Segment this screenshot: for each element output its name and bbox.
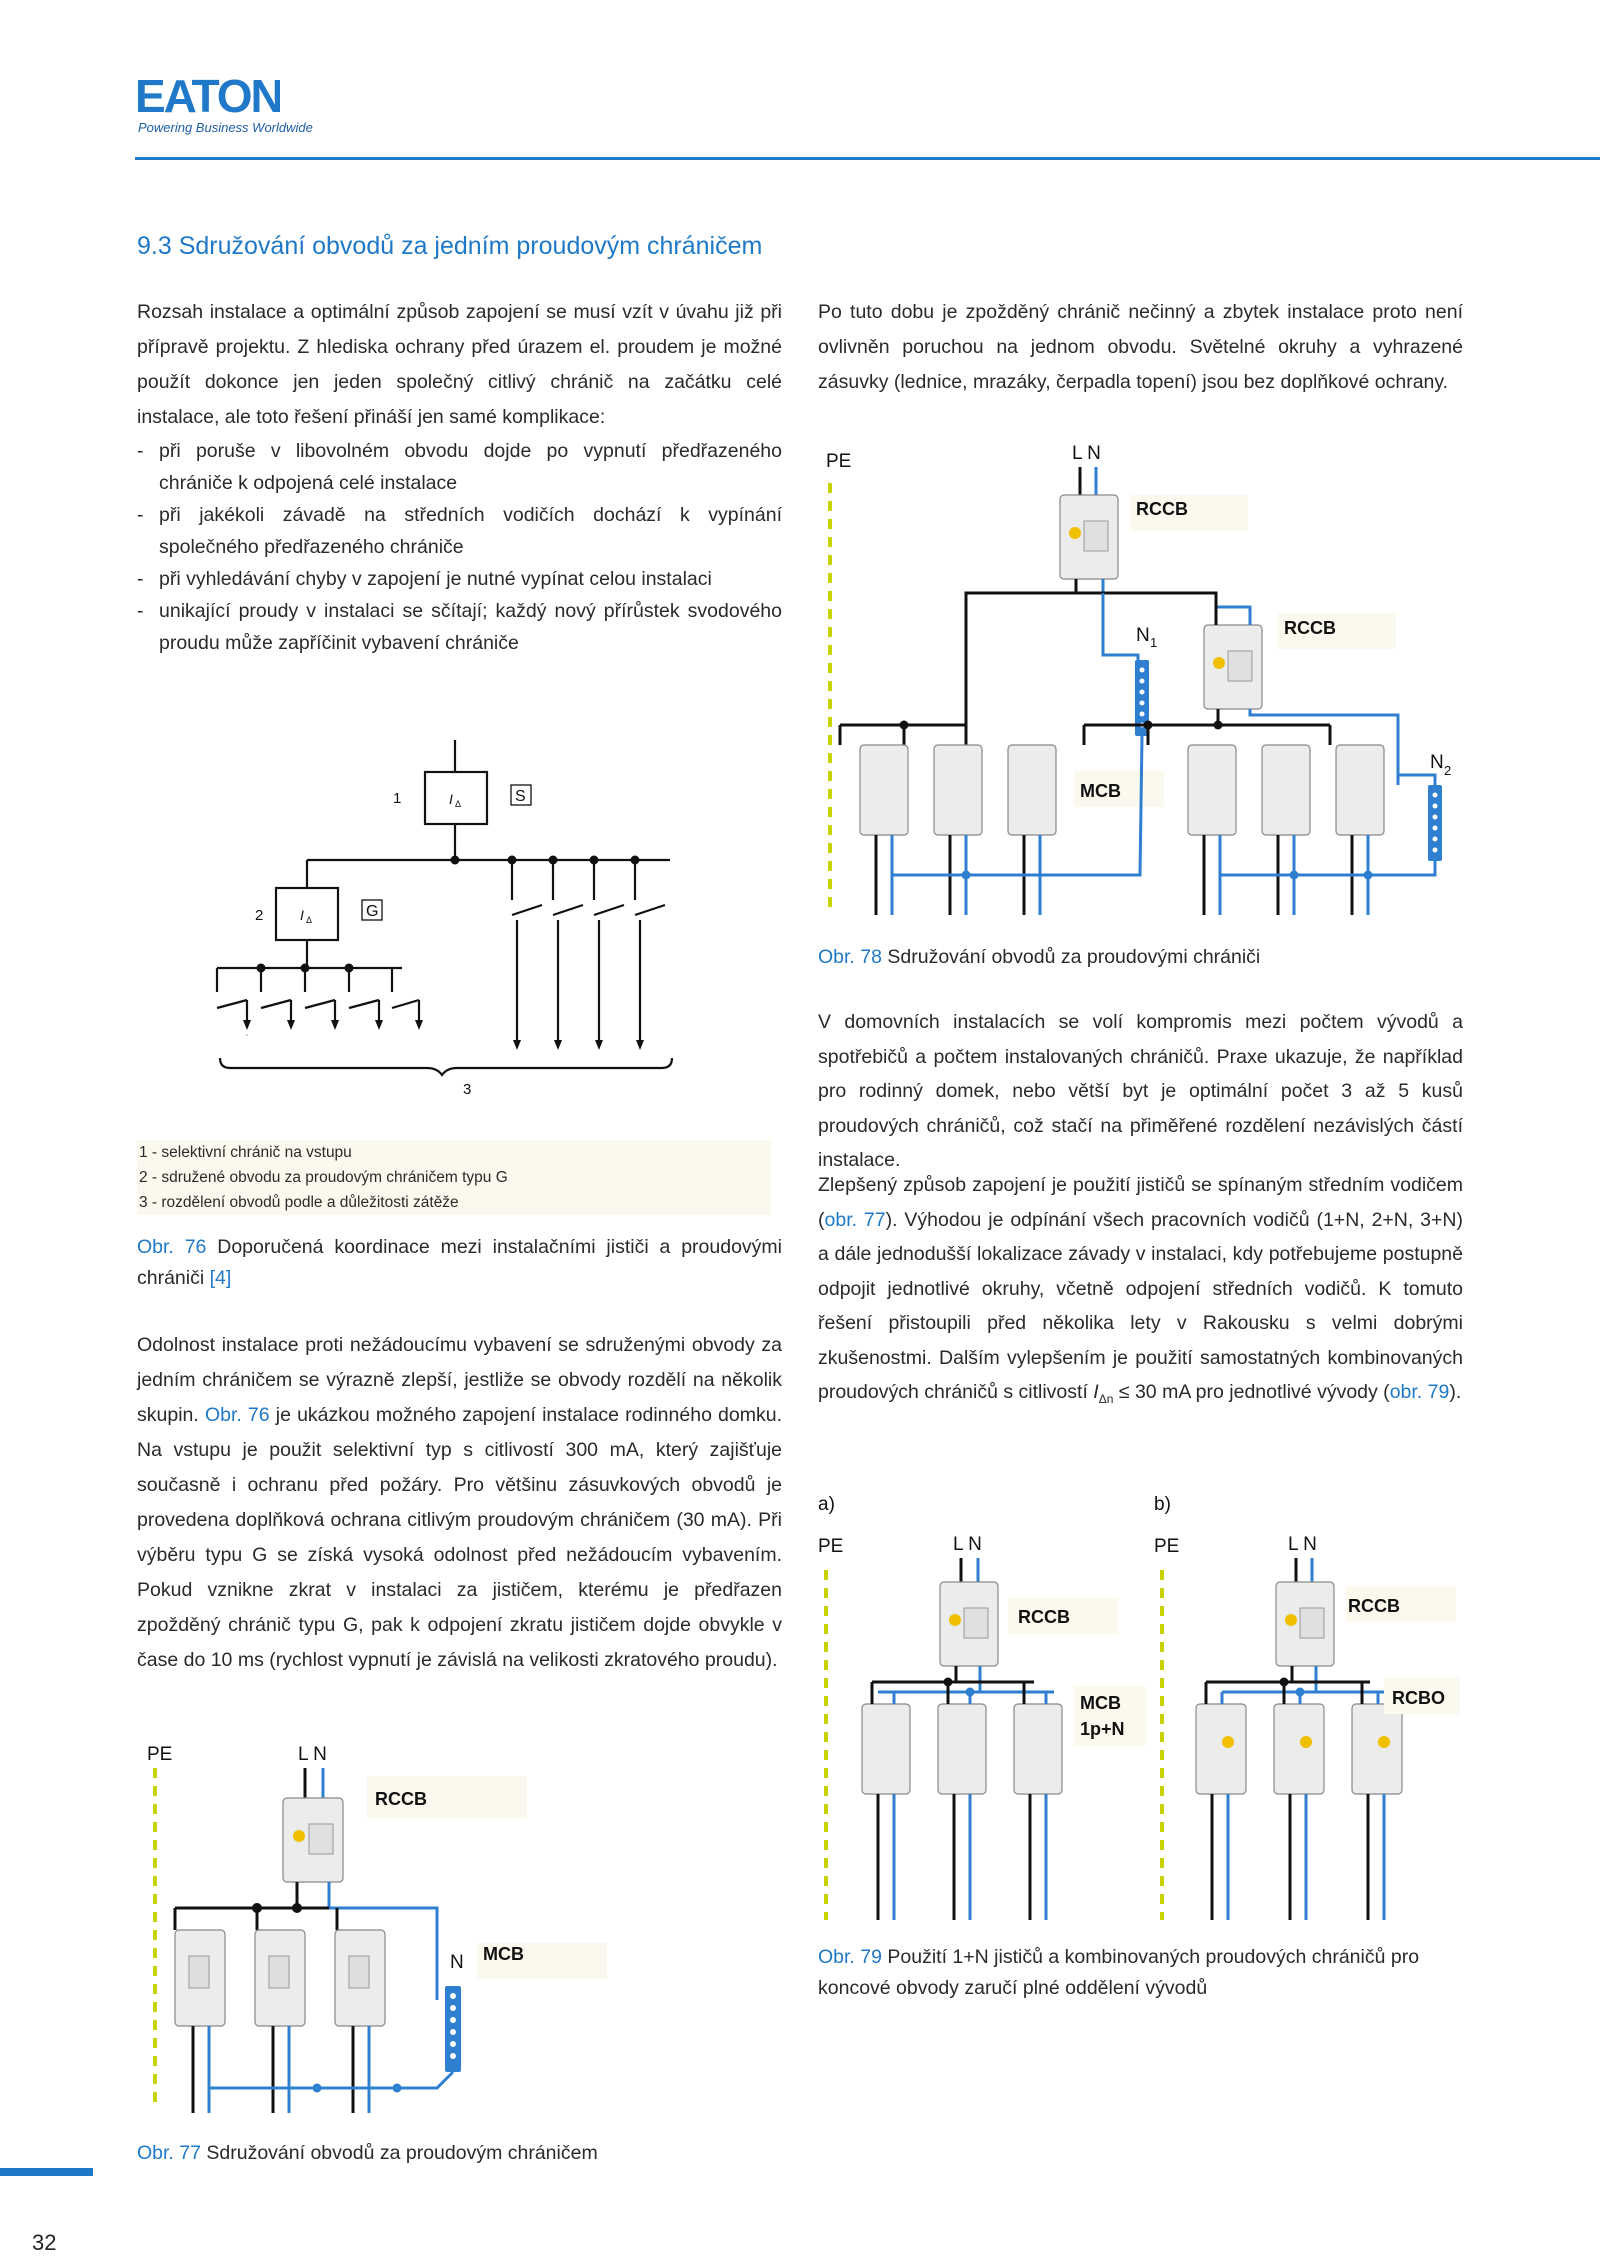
fig79b-ln-label: L N — [1288, 1534, 1317, 1555]
paragraph-text: ≤ 30 mA pro jednotlivé vývody ( — [1118, 1381, 1390, 1403]
fig77-caption — [137, 2138, 782, 2169]
fig79b-rcbo-row — [1196, 1704, 1402, 1794]
list-item: - při jakékoli závadě na středních vodičích dochází k vypínání společného předřazeného chrániče — [137, 499, 782, 563]
paragraph-text: ). — [1449, 1381, 1462, 1403]
fig76-caption-cite[interactable]: [4] — [209, 1267, 232, 1289]
fig78-caption — [818, 942, 1463, 973]
paragraph-text: je ukázkou možného zapojení instalace rodinného domku. Na vstupu je použit selektivní typ s citlivostí 300 mA, který zajišťuje současně i ochranu před požáry. Pro většinu zásuvkových obvodů je provedena doplňková ochrana citlivým proudovým chráničem (30 mA). Při výběru typu G se získá vysoká odolnost před nežádoucím vybavením. Pokud vznikne zkrat v instalaci za jističem, kterému je předřazen zpožděný chránič typu G, pak k odpojení zkratu jističem dojde obvykle v čase do 10 ms (rychlost vypnutí je závislá na velikosti zkratového proudu). — [137, 1404, 782, 1671]
fig76-tag-s: S — [515, 788, 526, 805]
fig79-caption-text: Použití 1+N jističů a kombinovaných proudových chráničů pro koncové obvody zaručí plné oddělení vývodů — [818, 1946, 1420, 1999]
fig77-diagram — [137, 1738, 782, 2118]
list-item: - při poruše v libovolném obvodu dojde po vypnutí předřazeného chrániče k odpojená celé instalace — [137, 435, 782, 499]
fig79a-rccb-label: RCCB — [1018, 1607, 1070, 1627]
fig76-box2-symbol: I — [300, 907, 304, 923]
page-number-bar — [0, 2168, 93, 2176]
fig76-label-3: 3 — [463, 1081, 472, 1098]
fig79a-mcb-label: MCB — [1080, 1693, 1121, 1713]
paragraph-text: ). Výhodou je odpínání všech pracovních vodičů (1+N, 2+N, 3+N) a dále jednodušší lokalizace závady v instalaci, kdy potřebujeme postupně odpojit jednotlivé okruhy, včetně odpojení středních vodičů. K tomuto řešení přistoupili před několika lety v Rakousku s velmi dobrými zkušenostmi. Dalším vylepšením je použití samostatných kombinovaných proudových chráničů s citlivostí — [818, 1208, 1463, 1403]
fig77-caption-text: Sdružování obvodů za proudovým chráničem — [206, 2142, 598, 2164]
eaton-logo — [135, 76, 280, 116]
fig76-box2-sub: Δ — [306, 915, 313, 925]
legend-row: 2 - sdružené obvodu za proudovým chráničem typu G — [137, 1165, 771, 1190]
fig76-caption-ref: Obr. 76 — [137, 1236, 207, 1258]
intro-paragraph: Rozsah instalace a optimální způsob zapojení se musí vzít v úvahu již při přípravě projektu. Z hlediska ochrany před úrazem el. proudem je možné použít dokonce jen jeden společný citlivý chránič na začátku celé instalace, ale toto řešení přináší jen samé komplikace: — [137, 301, 782, 428]
fig76-caption-text: Doporučená koordinace mezi instalačními jističi a proudovými chrániči — [137, 1236, 782, 1289]
fig78-n1-sub: 1 — [1150, 635, 1158, 650]
paragraph-text: Zlepšený způsob zapojení je použití jističů se spínaným středním vodičem ( — [818, 1174, 1463, 1231]
fig78-n2-label: N — [1430, 752, 1444, 773]
fig77-pe-label: PE — [147, 1744, 173, 1765]
section-title: 9.3 Sdružování obvodů za jedním proudovým chráničem — [137, 232, 763, 260]
fig76-reference-link[interactable]: Obr. 76 — [204, 1404, 270, 1426]
mcb-group-2 — [1188, 745, 1384, 835]
fig79-a-label: a) — [818, 1494, 835, 1515]
fig76-diagram — [137, 730, 782, 1100]
fig76-box1-symbol: I — [449, 791, 453, 807]
fig79a-mcb-row — [862, 1704, 1062, 1794]
header-rule — [135, 157, 1600, 160]
fig78-rccb2-label: RCCB — [1284, 618, 1336, 638]
fig77-caption-ref: Obr. 77 — [137, 2142, 201, 2164]
fig78-n2-sub: 2 — [1444, 763, 1452, 778]
logo-text: EATON — [135, 76, 280, 116]
fig76-legend — [137, 1140, 782, 1215]
fig78-caption-text: Sdružování obvodů za proudovými chrániči — [887, 946, 1261, 968]
fig78-pe-label: PE — [826, 451, 852, 472]
fig77-mcb-label: MCB — [483, 1944, 524, 1964]
right-paragraph-3 — [818, 1168, 1463, 1416]
fig76-label-2: 2 — [255, 907, 264, 924]
legend-row: 1 - selektivní chránič na vstupu — [137, 1140, 771, 1165]
paragraph-text: Odolnost instalace proti nežádoucímu vybavení se sdruženými obvody za jedním chráničem se výrazně zlepší, jestliže se obvody rozdělí na několik skupin. — [137, 1334, 782, 1426]
sensitivity-symbol: I — [1093, 1381, 1099, 1403]
left-column — [137, 295, 782, 659]
fig78-mcb-label: MCB — [1080, 781, 1121, 801]
right-paragraph-2: V domovních instalacích se volí kompromis mezi počtem vývodů a spotřebičů a počtem instalovaných chráničů. Praxe ukazuje, že například pro rodinný domek, nebo větší byt je optimální počet 3 až 5 kusů proudových chráničů, což stačí na přiměřené rozdělení nezávislých částí instalace. — [818, 1011, 1463, 1171]
fig79a-pe-label: PE — [818, 1536, 844, 1557]
fig79-reference-link[interactable]: obr. 79 — [1389, 1381, 1450, 1403]
fig78-n1-label: N — [1136, 625, 1150, 646]
logo-tagline: Powering Business Worldwide — [138, 120, 313, 135]
fig79-diagram — [818, 1490, 1463, 1930]
fig79b-rcbo-label: RCBO — [1392, 1688, 1445, 1708]
fig77-ln-label: L N — [298, 1744, 327, 1765]
fig77-n-label: N — [450, 1952, 464, 1973]
fig78-diagram — [818, 445, 1463, 915]
fig76-label-1: 1 — [393, 790, 402, 807]
fig76-tag-g: G — [366, 903, 379, 920]
complications-list — [137, 435, 782, 659]
fig79-caption-ref: Obr. 79 — [818, 1946, 882, 1968]
fig77-rccb-label: RCCB — [375, 1789, 427, 1809]
fig79b-pe-label: PE — [1154, 1536, 1180, 1557]
fig79-b-label: b) — [1154, 1494, 1171, 1515]
fig79-caption — [818, 1942, 1463, 2004]
fig76-caption — [137, 1232, 782, 1294]
fig77-reference-link[interactable]: obr. 77 — [824, 1208, 886, 1231]
fig79b-rccb-label: RCCB — [1348, 1596, 1400, 1616]
fig76-box1-sub: Δ — [455, 799, 462, 809]
fig78-ln-label: L N — [1072, 445, 1101, 464]
fig79a-mcb-sub-label: 1p+N — [1080, 1719, 1125, 1739]
fig78-caption-ref: Obr. 78 — [818, 946, 882, 968]
fig78-rccb1-label: RCCB — [1136, 499, 1188, 519]
legend-row: 3 - rozdělení obvodů podle a důležitosti zátěže — [137, 1190, 771, 1215]
paragraph-grouping — [137, 1328, 782, 1678]
right-paragraph-1: Po tuto dobu je zpožděný chránič nečinný a zbytek instalace proto není ovlivněn poruchou na jednom obvodu. Světelné okruhy a vyhrazené zásuvky (lednice, mrazáky, čerpadla topení) jsou bez doplňkové ochrany. — [818, 301, 1463, 393]
list-item: - unikající proudy v instalaci se sčítají; každý nový přírůstek svodového proudu může zapříčinit vybavení chrániče — [137, 595, 782, 659]
mcb-group-1 — [860, 745, 1056, 835]
sensitivity-subscript: Δn — [1098, 1391, 1114, 1406]
page-number: 32 — [32, 2230, 57, 2255]
list-item: - při vyhledávání chyby v zapojení je nutné vypínat celou instalaci — [137, 563, 782, 595]
eaton-logo-mark — [135, 76, 280, 116]
fig79a-ln-label: L N — [953, 1534, 982, 1555]
